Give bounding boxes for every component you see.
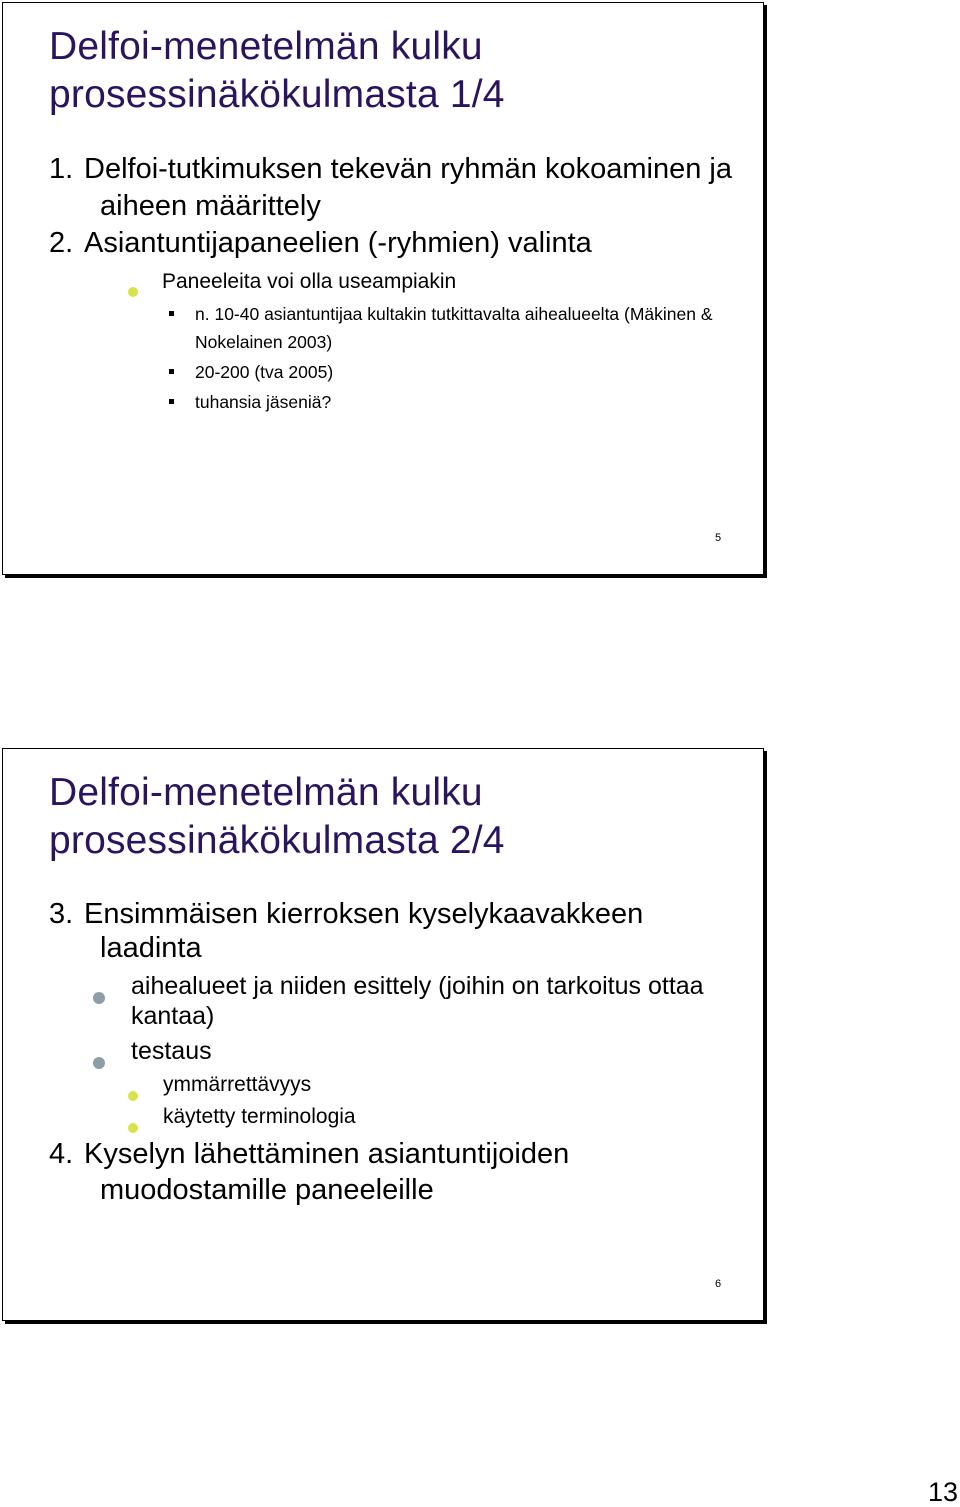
slide-title-line-1: Delfoi-menetelmän kulku	[49, 771, 483, 814]
list-item-3: 3. Ensimmäisen kierroksen kyselykaavakkeen laadinta	[49, 898, 644, 964]
list-item-2: 2. Asiantuntijapaneelien (-ryhmien) valinta	[49, 227, 592, 259]
sub-sub-item: ymmärrettävyys	[49, 1069, 743, 1100]
square-bullet-icon	[169, 399, 174, 404]
sub-sub-item: tuhansia jäseniä?	[49, 388, 743, 416]
slide-title-line-2: prosessinäkökulmasta 1/4	[49, 73, 505, 116]
slide-title-line-2: prosessinäkökulmasta 2/4	[49, 819, 505, 862]
square-bullet-icon	[169, 369, 174, 374]
slide-number: 5	[715, 532, 722, 544]
slide-title-line-1: Delfoi-menetelmän kulku	[49, 25, 483, 68]
slide-6	[2, 748, 764, 1321]
sub-item: testaus	[49, 1036, 743, 1067]
slide-title	[49, 769, 505, 865]
slide-body	[49, 897, 743, 1208]
slide-body	[49, 151, 743, 416]
sub-item: aihealueet ja niiden esittely (joihin on tarkoitus ottaa kantaa)	[49, 971, 743, 1031]
square-bullet-icon	[169, 311, 174, 316]
slide-number: 6	[715, 1278, 722, 1290]
sub-sub-item: käytetty terminologia	[49, 1101, 743, 1132]
list-item-1: 1. Delfoi-tutkimuksen tekevän ryhmän kokoaminen ja aiheen määrittely	[49, 153, 732, 222]
slide-title	[49, 23, 505, 119]
sub-sub-item: 20-200 (tva 2005)	[49, 358, 743, 386]
slide-5	[2, 2, 764, 575]
sub-item: Paneeleita voi olla useampiakin	[49, 268, 743, 296]
list-item-4: 4. Kyselyn lähettäminen asiantuntijoiden muodostamille paneeleille	[49, 1138, 570, 1206]
bullet-icon	[93, 981, 105, 1011]
sub-sub-item: n. 10-40 asiantuntijaa kultakin tutkittavalta aihealueelta (Mäkinen & Nokelainen 2003)	[49, 300, 743, 356]
page-number: 13	[928, 1477, 959, 1507]
